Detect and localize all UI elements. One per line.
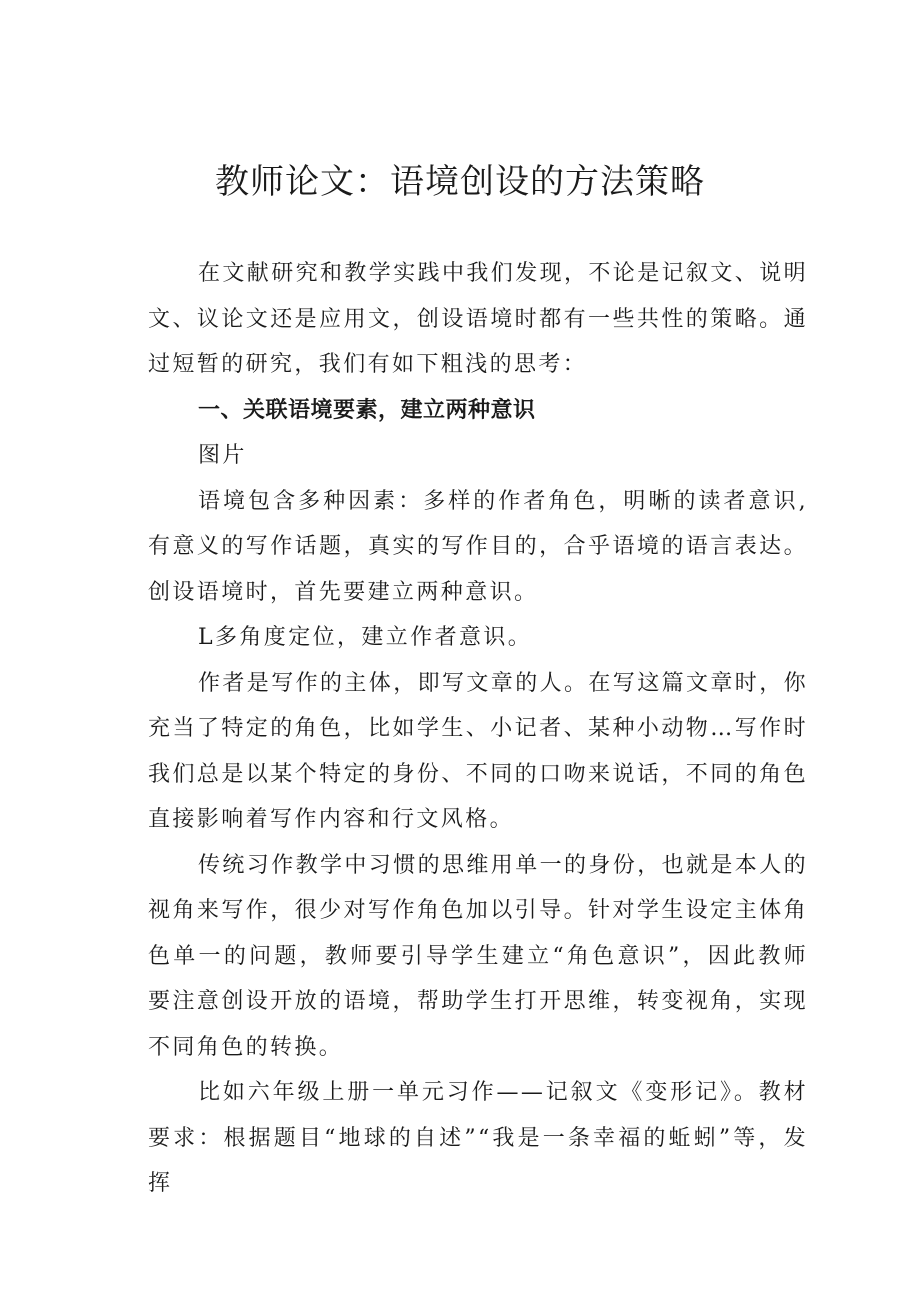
body-paragraph: 传统习作教学中习惯的思维用单一的身份，也就是本人的视角来写作，很少对写作角色加以引导。针对学生设定主体角色单一的问题，教师要引导学生建立“角色意识”，因此教师要注意创设开放的语境，帮助学生打开思维，转变视角，实现不同角色的转换。: [148, 852, 809, 1060]
document-title: 教师论文：语境创设的方法策略: [215, 162, 705, 202]
body-paragraph: 作者是写作的主体，即写文章的人。在写这篇文章时，你充当了特定的角色，比如学生、小记者、某种小动物…写作时我们总是以某个特定的身份、不同的口吻来说话，不同的角色直接影响着写作内容和行文风格。: [148, 670, 809, 832]
image-placeholder-label: 图片: [198, 443, 247, 468]
body-paragraph: 比如六年级上册一单元习作——记叙文《变形记》。教材要求：根据题目“地球的自述”“我是一条幸福的蚯蚓”等，发挥: [148, 1080, 808, 1196]
document-body: [148, 251, 808, 1207]
body-paragraph: 语境包含多种因素：多样的作者角色，明晰的读者意识,有意义的写作话题，真实的写作目的，合乎语境的语言表达。创设语境时，首先要建立两种意识。: [148, 488, 808, 605]
subsection-heading: L多角度定位，建立作者意识。: [198, 625, 533, 650]
intro-paragraph: 在文献研究和教学实践中我们发现，不论是记叙文、说明文、议论文还是应用文，创设语境时都有一些共性的策略。通过短暂的研究，我们有如下粗浅的思考：: [148, 261, 809, 377]
section-heading-1: 一、关联语境要素，建立两种意识: [198, 397, 536, 423]
